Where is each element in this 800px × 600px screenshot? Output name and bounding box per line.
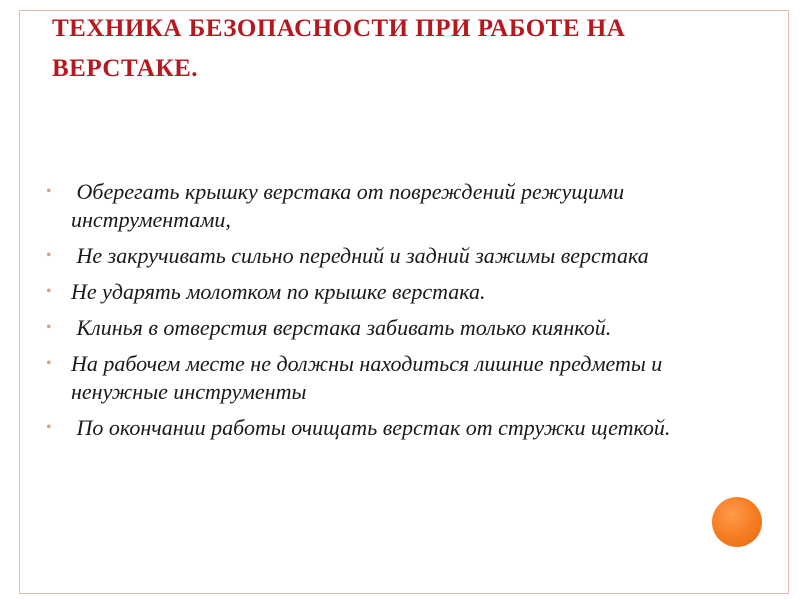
bullet-text: Оберегать крышку верстака от повреждений режущими инструментами, bbox=[71, 179, 630, 232]
decorative-circle-icon bbox=[712, 497, 762, 547]
list-item bbox=[46, 178, 706, 234]
bullet-list bbox=[46, 178, 706, 450]
bullet-text: На рабочем месте не должны находиться лишние предметы и ненужные инструменты bbox=[71, 351, 668, 404]
list-item bbox=[46, 314, 706, 342]
list-item bbox=[46, 414, 706, 442]
slide-title: ТЕХНИКА БЕЗОПАСНОСТИ ПРИ РАБОТЕ НА ВЕРСТАКЕ. bbox=[52, 15, 626, 82]
bullet-text: Клинья в отверстия верстака забивать только киянкой. bbox=[71, 315, 612, 340]
bullet-dot-icon: • bbox=[46, 183, 52, 200]
bullet-dot-icon: • bbox=[46, 419, 52, 436]
bullet-dot-icon: • bbox=[46, 319, 52, 336]
bullet-dot-icon: • bbox=[46, 283, 52, 300]
list-item bbox=[46, 278, 706, 306]
bullet-text: Не закручивать сильно передний и задний зажимы верстака bbox=[71, 243, 649, 268]
list-item bbox=[46, 242, 706, 270]
bullet-dot-icon: • bbox=[46, 247, 52, 264]
bullet-text: Не ударять молотком по крышке верстака. bbox=[71, 279, 486, 304]
bullet-text: По окончании работы очищать верстак от стружки щеткой. bbox=[71, 415, 671, 440]
list-item bbox=[46, 350, 706, 406]
bullet-dot-icon: • bbox=[46, 355, 52, 372]
